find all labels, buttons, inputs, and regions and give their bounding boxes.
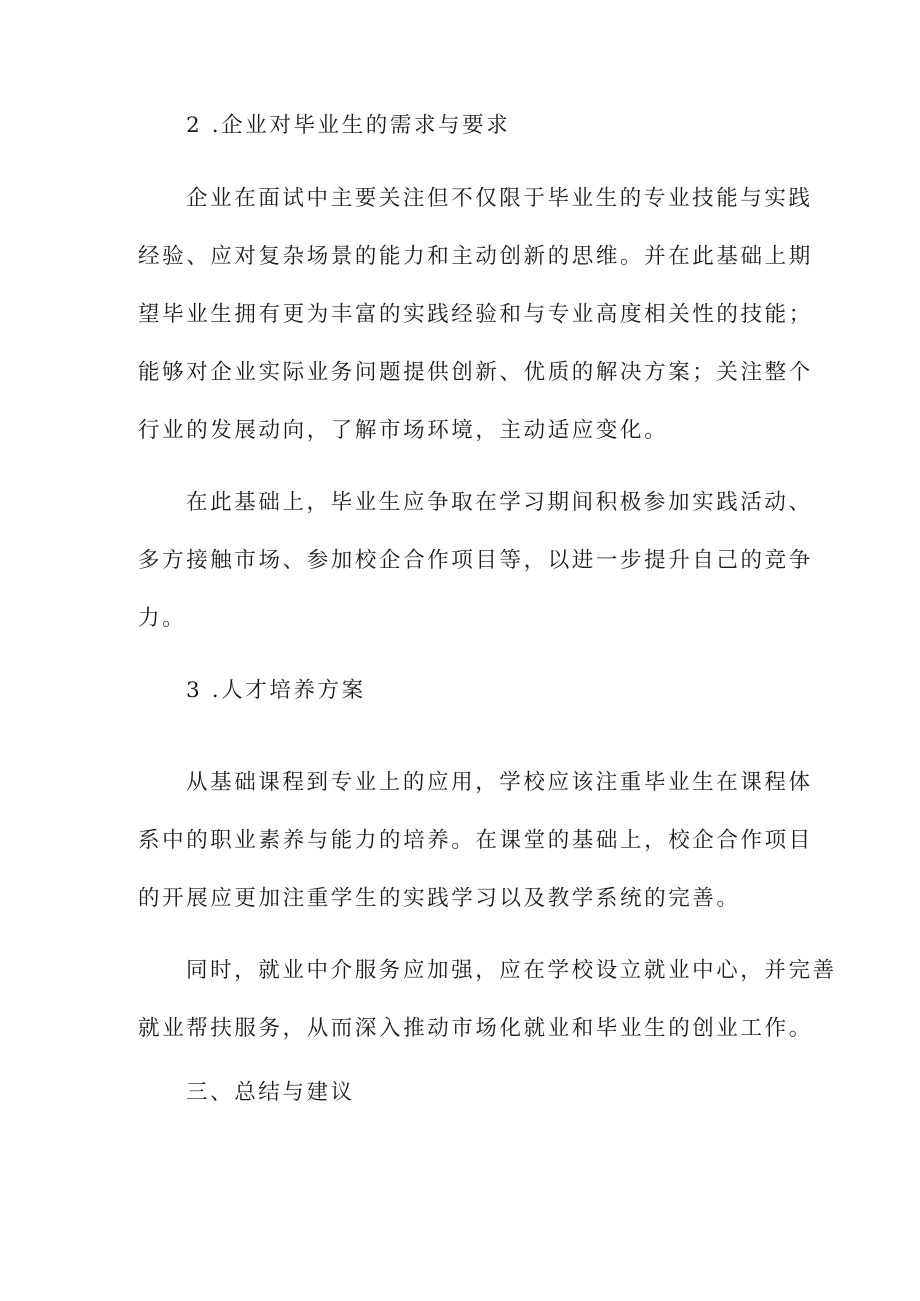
paragraph-line: 就业帮扶服务，从而深入推动市场化就业和毕业生的创业工作。 — [138, 1016, 813, 1041]
section-heading-3: 3 .人才培养方案 — [186, 678, 366, 703]
paragraph-line: 企业在面试中主要关注但不仅限于毕业生的专业技能与实践 — [186, 186, 813, 211]
paragraph-line: 经验、应对复杂场景的能力和主动创新的思维。并在此基础上期 — [138, 244, 813, 269]
section-heading-summary: 三、总结与建议 — [186, 1080, 355, 1105]
paragraph-line: 从基础课程到专业上的应用，学校应该注重毕业生在课程体 — [186, 770, 813, 795]
paragraph-line: 行业的发展动向，了解市场环境，主动适应变化。 — [138, 418, 669, 443]
paragraph-line: 的开展应更加注重学生的实践学习以及教学系统的完善。 — [138, 886, 741, 911]
section-heading-2: 2 .企业对毕业生的需求与要求 — [186, 113, 511, 138]
paragraph-line: 能够对企业实际业务问题提供创新、优质的解决方案；关注整个 — [138, 360, 813, 385]
paragraph-line: 多方接触市场、参加校企合作项目等，以进一步提升自己的竞争 — [138, 548, 813, 573]
paragraph-line: 同时，就业中介服务应加强，应在学校设立就业中心，并完善 — [186, 958, 837, 983]
paragraph-line: 在此基础上，毕业生应争取在学习期间积极参加实践活动、 — [186, 490, 813, 515]
paragraph-line: 望毕业生拥有更为丰富的实践经验和与专业高度相关性的技能； — [138, 302, 813, 327]
paragraph-line: 系中的职业素养与能力的培养。在课堂的基础上，校企合作项目 — [138, 828, 813, 853]
paragraph-line: 力。 — [138, 606, 187, 631]
